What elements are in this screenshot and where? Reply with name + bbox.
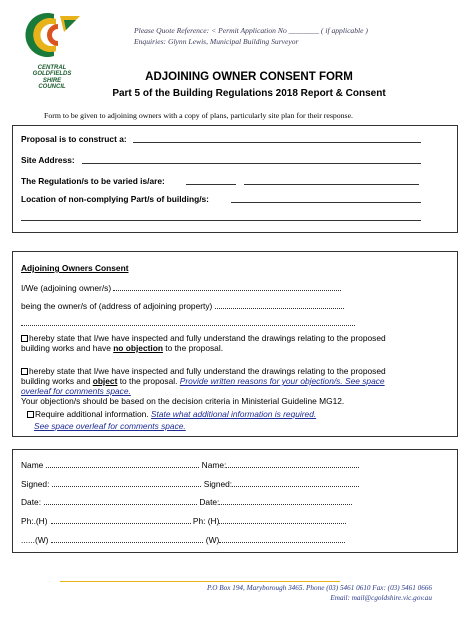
location-field-2[interactable] (21, 220, 421, 221)
object-checkbox[interactable] (21, 368, 28, 375)
owner-label: I/We (adjoining owner/s) (21, 283, 114, 293)
footer-address: P.O Box 194, Maryborough 3465. Phone (03) 5461 0610 Fax: (03) 5461 0666 (207, 584, 432, 592)
property-row-2[interactable] (21, 317, 355, 326)
form-title: ADJOINING OWNER CONSENT FORM (145, 71, 353, 83)
sig-row-phone: Ph:.(H) Ph: (H) (21, 515, 346, 526)
location-field[interactable] (231, 202, 421, 203)
property-label: being the owner/s of (address of adjoining property) (21, 301, 215, 311)
phone-field-1[interactable] (51, 515, 191, 524)
object-option: hereby state that I/we have inspected and fully understand the drawings relating to the proposed (21, 366, 386, 376)
site-address-field[interactable] (82, 163, 421, 164)
name-field-2[interactable] (226, 459, 359, 468)
object-reason-note: Provide written reasons for your objection/s. See space (179, 376, 385, 386)
regulations-label: The Regulation/s to be varied is/are: (21, 176, 165, 186)
work-field-2[interactable] (219, 534, 345, 543)
name-field-1[interactable] (46, 459, 199, 468)
regulations-field-1[interactable] (186, 184, 236, 185)
owner-field[interactable] (113, 282, 341, 291)
logo-line: CENTRAL (37, 65, 67, 71)
object-line3: overleaf for comments space. (21, 386, 131, 396)
sig-row-signed: Signed: Signed: (21, 478, 359, 489)
info-option: Require additional information. State what additional information is required. (27, 409, 316, 419)
proposal-label: Proposal is to construct a: (21, 134, 127, 144)
signed-field-2[interactable] (232, 478, 359, 487)
signed-field-1[interactable] (52, 478, 201, 487)
work-field-1[interactable] (51, 534, 203, 543)
sig-row-name: Name Name: (21, 459, 359, 470)
enquiries-line: Enquiries: Glynn Lewis, Municipal Building Surveyor (134, 37, 299, 46)
location-label: Location of non-complying Part/s of building/s: (21, 194, 209, 204)
form-subtitle: Part 5 of the Building Regulations 2018 Report & Consent (112, 88, 386, 99)
no-objection-emphasis: no objection (113, 343, 163, 353)
info-note: State what additional information is required. (150, 409, 317, 419)
no-objection-checkbox[interactable] (21, 335, 28, 342)
property-row (21, 300, 344, 311)
logo-line: SHIRE (42, 77, 62, 84)
date-field-1[interactable] (44, 496, 197, 505)
consent-heading: Adjoining Owners Consent (21, 263, 129, 273)
object-emphasis: object (92, 376, 118, 386)
site-address-label: Site Address: (21, 155, 75, 165)
footer-email: Email: mail@cgoldshire.vic.gov.au (330, 594, 432, 602)
sig-row-work: ......(W) (W) (21, 534, 345, 545)
proposal-field[interactable] (133, 142, 421, 143)
intro-text: Form to be given to adjoining owners with a copy of plans, particularly site plan for their response. (44, 111, 353, 120)
footer-rule (60, 581, 340, 582)
owner-row (21, 282, 341, 293)
info-checkbox[interactable] (27, 411, 34, 418)
no-objection-line2: building works and have no objection to the proposal. (21, 343, 224, 353)
reference-line: Please Quote Reference: < Permit Application No ________ ( if applicable ) (134, 26, 368, 35)
logo-line: GOLDFIELDS (32, 71, 72, 78)
phone-field-2[interactable] (219, 515, 346, 524)
regulations-field-2[interactable] (244, 184, 419, 185)
object-line2: building works and object to the proposal. Provide written reasons for your objection/s. See space (21, 376, 385, 386)
sig-row-date: Date: Date: (21, 496, 352, 507)
info-line2: See space overleaf for comments space. (34, 421, 186, 431)
council-logo-mark (20, 10, 84, 60)
date-field-2[interactable] (219, 496, 352, 505)
property-field[interactable] (215, 300, 344, 309)
object-line4: Your objection/s should be based on the decision criteria in Ministerial Guideline MG12. (21, 396, 345, 406)
logo-line: COUNCIL (38, 84, 66, 91)
no-objection-option: hereby state that I/we have inspected and fully understand the drawings relating to the proposed (21, 333, 386, 343)
